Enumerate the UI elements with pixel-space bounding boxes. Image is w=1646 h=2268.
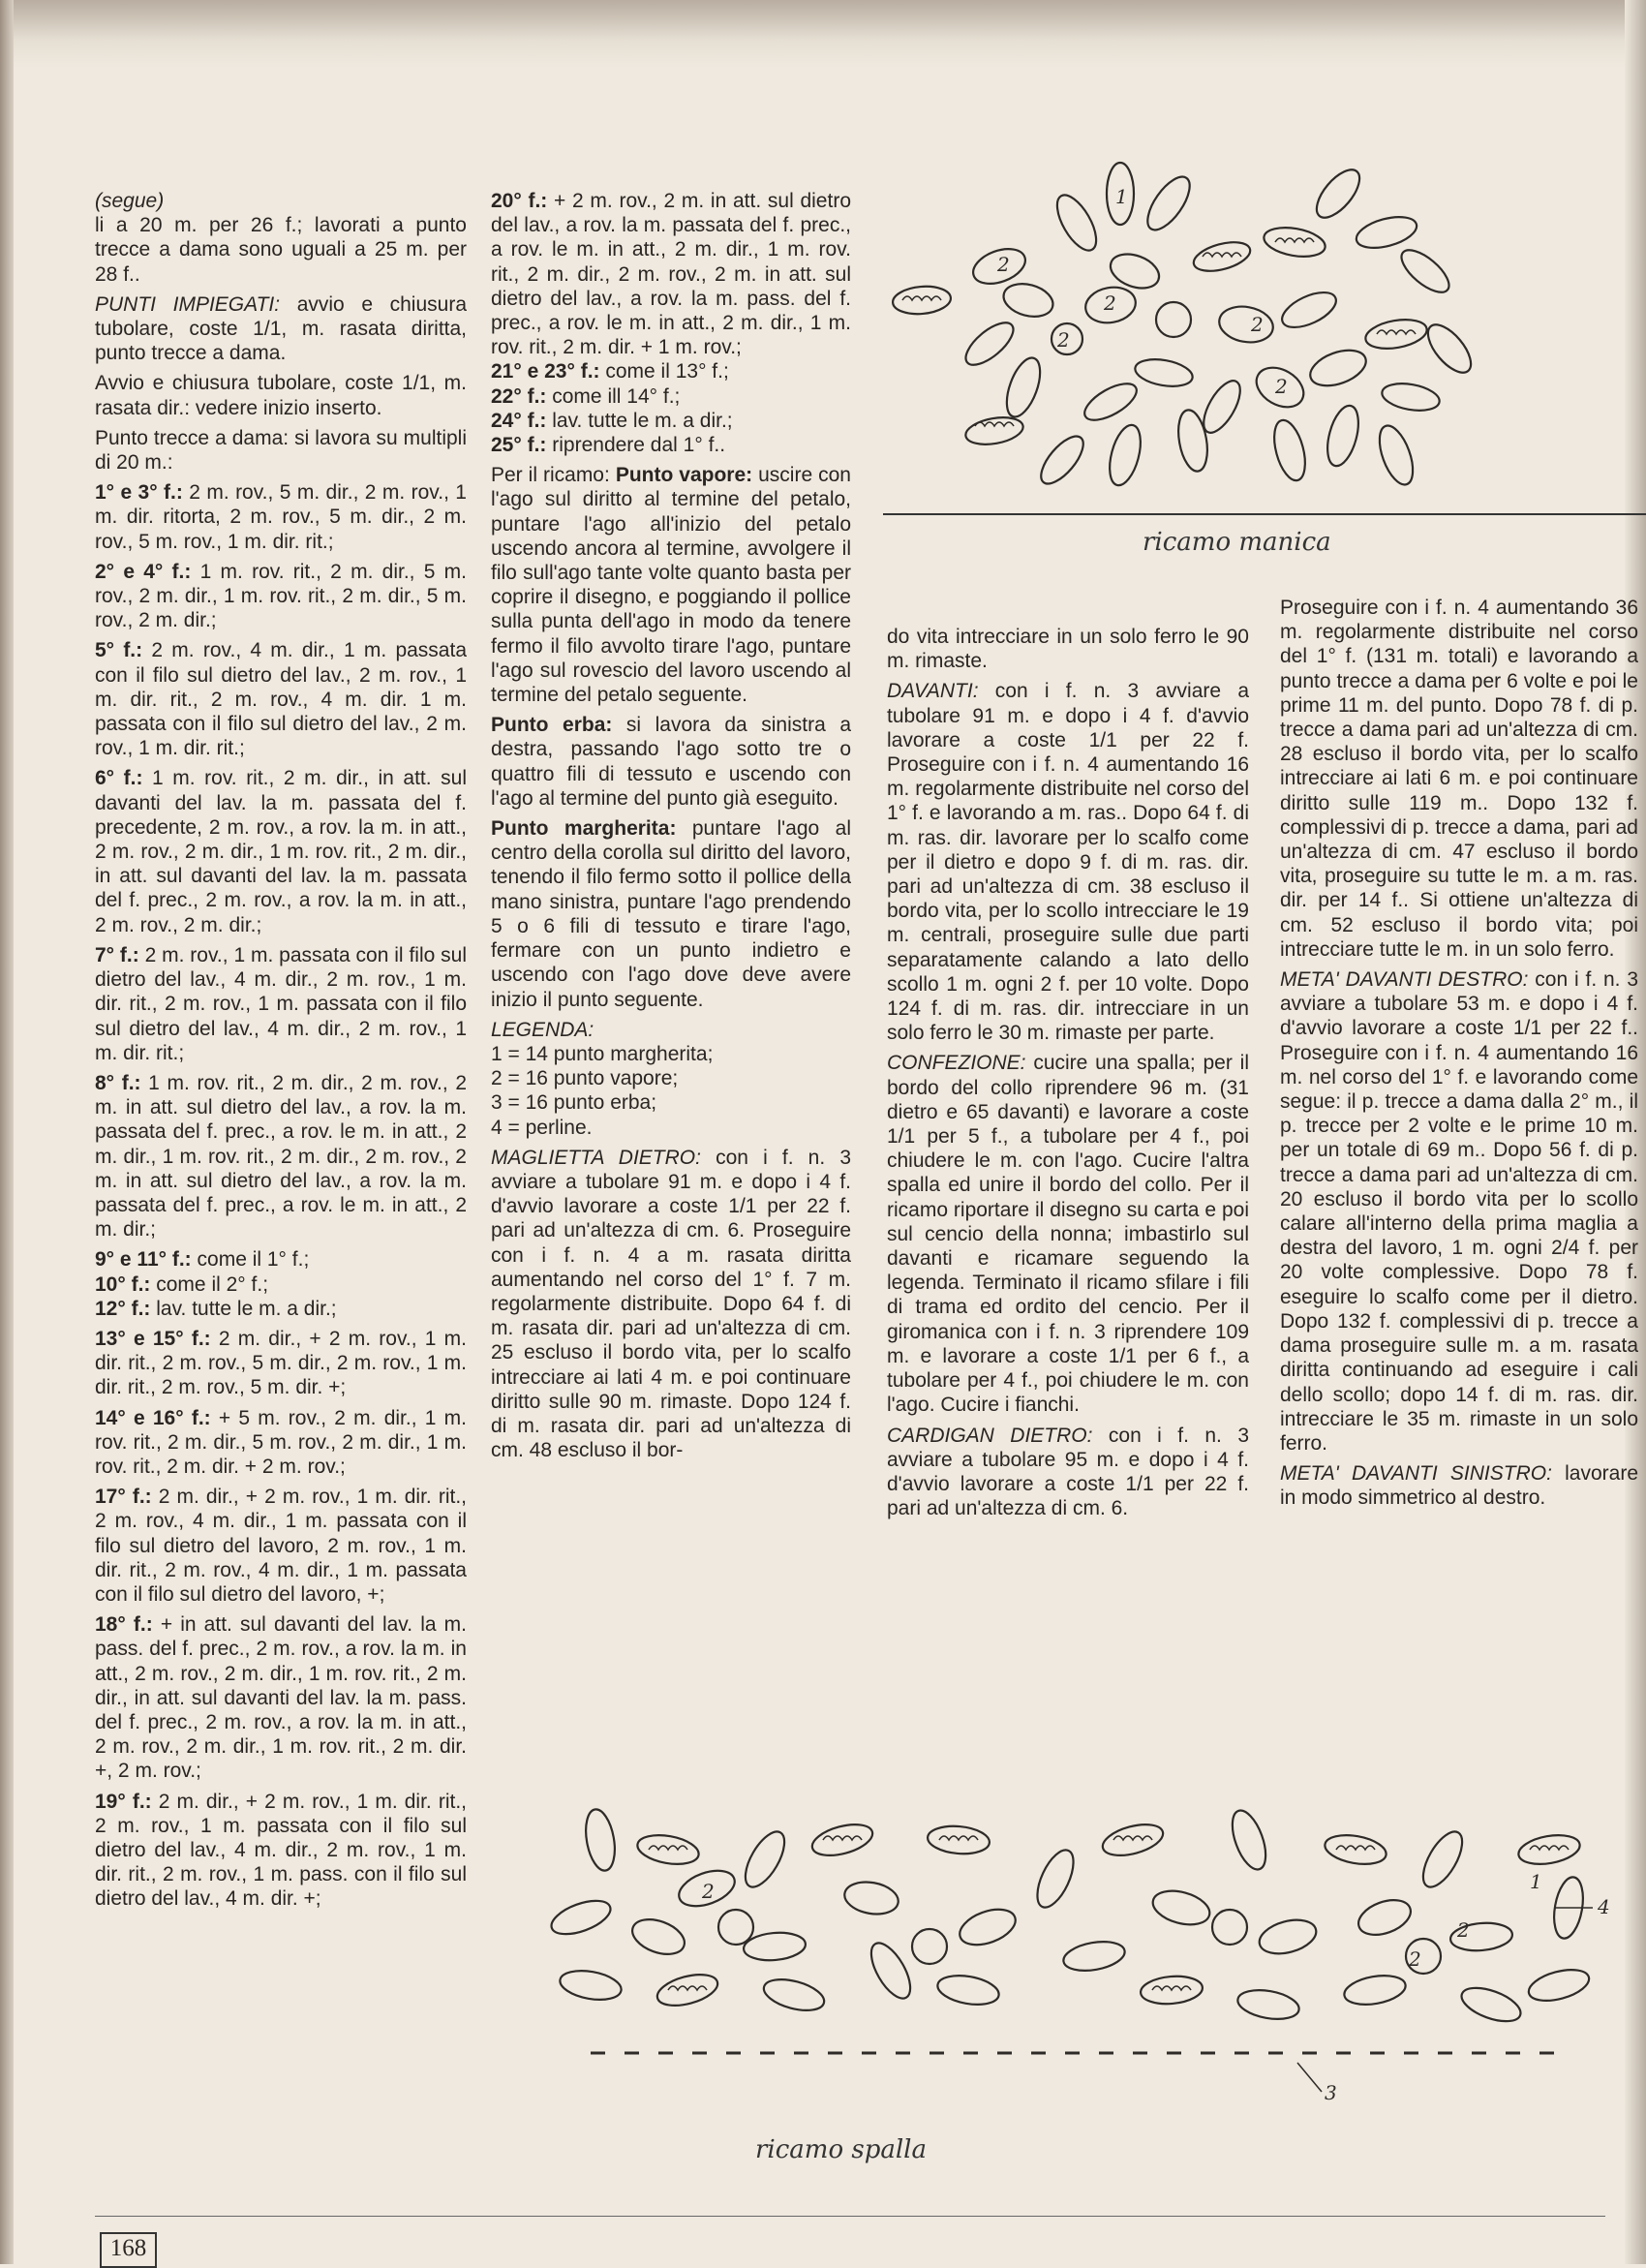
section-text: lavorare in modo simmetrico al destro.: [1280, 1462, 1638, 1510]
row-label: 6° f.:: [95, 767, 143, 790]
row-text: + in att. sul davanti del lav. la m. pass. del f. prec., 2 m. rov., a rov. la m. in att., 2 m. rov., 2 m. dir., 1 m. rov. rit., 2 m. dir., in att. sul davanti del lav. la m. pass. del f. prec., 2 m. rov., a rov. la m. in att., 2 m. rov., 2 m. dir., 1 m. rov. rit., 2 m. dir. +, 2 m. rov.;: [95, 1613, 467, 1783]
pattern-row: [491, 189, 851, 457]
row-text: 2 m. dir., + 2 m. rov., 1 m. dir. rit., 2 m. rov., 1 m. passata con il filo sul dietro del lav., 4 m. dir., 2 m. rov., 1 m. dir. rit., 2 m. rov., 1 m. pass. con il filo sul dietro del lav., 4 m. dir. +;: [95, 1790, 467, 1911]
diagram-marker: 2: [1104, 291, 1116, 315]
shoulder-caption: ricamo spalla: [755, 2135, 927, 2164]
pattern-row: [95, 638, 467, 760]
text-column-3: [887, 625, 1249, 1690]
pattern-row: [95, 1071, 467, 1241]
row-label: 20° f.:: [491, 190, 548, 212]
row-label: 9° e 11° f.:: [95, 1248, 192, 1272]
row-label: 18° f.:: [95, 1613, 153, 1637]
gauge-text: li a 20 m. per 26 f.; lavorati a punto trecce a dama sono uguali a 25 m. per 28 f..: [95, 214, 467, 286]
cast-on-text: Avvio e chiusura tubolare, coste 1/1, m. rasata dir.: vedere inizio inserto.: [95, 372, 467, 419]
pattern-row: [95, 943, 467, 1065]
section-text: con i f. n. 3 avviare a tubolare 91 m. e dopo i 4 f. d'avvio lavorare a coste 1/1 per 22 f. Proseguire con i f. n. 4 aumentando 16 m. regolarmente distribuite nel corso del 1° f. e lavorando a m. ras.. Dopo 64 f. di m. ras. dir. lavorare per lo scalfo come per il dietro e dopo 9 f. di m. ras. dir. pari ad un'altezza di cm. 38 escluso il bordo vita, per lo scollo intrecciare le 19 m. centrali, proseguire sulle due parti separatamente calando a lato dello scollo 1 m. ogni 2 f. per 10 volte. Dopo 124 f. di m. ras. dir. intrecciare in un solo ferro le 30 m. rimaste per parte.: [887, 680, 1249, 1045]
row-label: 8° f.:: [95, 1071, 141, 1094]
row-label: 19° f.:: [95, 1790, 152, 1813]
pattern-row: [95, 1612, 467, 1783]
section-text: cucire una spalla; per il bordo del collo riprendere 96 m. (31 dietro e 65 davanti) e lavorare a coste 1/1 per 5 f., a tubolare per 4 f., poi chiudere le m. con l'ago. Cucire l'altra spalla ed unire il bordo del collo. Per il ricamo riportare il disegno su carta e poi sul cencio della nonna; imbastirlo sul davanti e ricamare seguendo la legenda. Terminato il ricamo sfilare i fili di trama ed ordito del cencio. Per il giromanica con i f. n. 3 riprendere 109 m. e lavorare a coste 1/1 per 6 f., a tubolare per 4 f., poi chiudere le m. con l'ago. Cucire i fianchi.: [887, 1052, 1249, 1417]
row-text: lav. tutte le m. a dir.;: [150, 1297, 337, 1320]
diagram-marker: 2: [1251, 313, 1264, 336]
footer-rule: [95, 2216, 1605, 2217]
diagram-marker: 2: [1409, 1947, 1421, 1971]
row-text: + 5 m. rov., 2 m. dir., 1 m. rov. rit., 2 m. dir., 5 m. rov., 2 m. dir., 1 m. rov. rit., 2 m. dir. + 2 m. rov.;: [95, 1406, 467, 1478]
stitch-label: Punto vapore:: [615, 464, 753, 487]
continued-text: do vita intrecciare in un solo ferro le 90 m. rimaste.: [887, 626, 1249, 673]
section-heading: MAGLIETTA DIETRO:: [491, 1146, 701, 1169]
row-text: 2 m. dir., + 2 m. rov., 1 m. dir. rit., 2 m. rov., 4 m. dir., 1 m. passata con il filo sul dietro del lavoro, 2 m. rov., 1 m. dir. rit., 2 m. rov., 4 m. dir., 1 m. passata con il filo sul dietro del lavoro, +;: [95, 1486, 467, 1606]
row-text: come il 13° f.;: [599, 360, 729, 383]
row-label: 24° f.:: [491, 409, 547, 432]
stitch-label: Punto erba:: [491, 714, 613, 737]
legend: [491, 1018, 851, 1140]
row-label: 13° e 15° f.:: [95, 1327, 211, 1350]
section-heading: DAVANTI:: [887, 680, 979, 703]
legend-item: 3 = 16 punto erba;: [491, 1091, 657, 1115]
diagram-marker: 1: [1530, 1870, 1542, 1893]
row-text: 1 m. rov. rit., 2 m. dir., in att. sul davanti del lav. la m. passata del f. precedente, 2 m. rov., a rov. la m. in att., 2 m. rov., 2 m. dir., 1 m. rov. rit., 2 m. dir., in att. sul davanti del lav. la m. passata del f. prec., 2 m. rov., a rov. la m. in att., 2 m. rov., 2 m. dir.;: [95, 767, 467, 936]
pattern-intro: Punto trecce a dama: si lavora su multipli di 20 m.:: [95, 426, 467, 475]
row-label: 22° f.:: [491, 384, 547, 408]
pattern-row: [95, 1406, 467, 1480]
pattern-row: [95, 1790, 467, 1912]
row-text: lav. tutte le m. a dir.;: [546, 409, 733, 432]
section-text: con i f. n. 3 avviare a tubolare 91 m. e dopo i 4 f. d'avvio lavorare a coste 1/1 per 22 f. pari ad un'altezza di cm. 6. Proseguire con i f. n. 4 a m. rasata diritta aumentando nel corso del 1° f. 7 m. regolarmente distribuite. Dopo 64 f. di m. rasata dir. pari ad un'altezza di cm. 25 escluso il bordo vita, per lo scalfo intrecciare ai lati 4 m. e poi continuare diritto sulle 90 m. rimaste. Dopo 124 f. di m. rasata dir. pari ad un'altezza di cm. 48 escluso il bor-: [491, 1146, 851, 1462]
section-confezione: [887, 1051, 1249, 1417]
row-text: 2 m. rov., 1 m. passata con il filo sul dietro del lav., 4 m. dir., 2 m. rov., 1 m. dir. rit., 2 m. rov., 1 m. passata con il filo sul dietro del lav., 4 m. dir., 2 m. rov., 1 m. dir. rit.;: [95, 943, 467, 1064]
sleeve-caption: ricamo manica: [1143, 528, 1331, 557]
pattern-row: [95, 766, 467, 936]
text-column-1: [95, 189, 467, 1995]
row-label: 17° f.:: [95, 1486, 152, 1509]
section-meta-davanti-destro: [1280, 967, 1638, 1456]
embroidery-stitch: [491, 713, 851, 811]
legend-item: 1 = 14 punto margherita;: [491, 1042, 714, 1065]
page-binding-edge: [0, 0, 14, 2264]
row-text: 1 m. rov. rit., 2 m. dir., 2 m. rov., 2 m. in att. sul dietro del lav., a rov. la m. passata del f. prec., a rov. le m. in att., 2 m. dir., 1 m. rov. rit., 2 m. dir., 2 m. rov., 2 m. in att. sul dietro del lav., a rov. la m. passata del f. prec., a rov. le m. in att., 2 m. dir.;: [95, 1071, 467, 1241]
continued-note: (segue): [95, 190, 165, 212]
row-text: 1 m. rov. rit., 2 m. dir., 5 m. rov., 2 m. dir., 1 m. rov. rit., 2 m. dir., 5 m. rov., 2 m. dir.;: [95, 560, 467, 632]
legend-item: 4 = perline.: [491, 1116, 593, 1139]
shoulder-embroidery-diagram: [552, 1782, 1627, 2104]
row-label: 14° e 16° f.:: [95, 1406, 211, 1429]
section-cardigan-dietro: [887, 1424, 1249, 1521]
section-text: con i f. n. 3 avviare a tubolare 95 m. e dopo i 4 f. d'avvio lavorare a coste 1/1 per 22 f. pari ad un'altezza di cm. 6.: [887, 1424, 1249, 1520]
page-number: 168: [100, 2232, 157, 2268]
diagram-marker: 2: [1275, 375, 1288, 398]
sleeve-diagram-rule: [883, 513, 1646, 515]
row-text: come il 1° f.;: [191, 1248, 310, 1272]
page-top-edge: [0, 0, 1646, 68]
row-text: 2 m. dir., + 2 m. rov., 1 m. dir. rit., 2 m. rov., 5 m. dir., 2 m. rov., 1 m. dir. rit., 2 m. rov., 5 m. dir. +;: [95, 1327, 467, 1399]
pattern-row: [95, 480, 467, 554]
pattern-row: [95, 1485, 467, 1607]
row-text: 2 m. rov., 4 m. dir., 1 m. passata con il filo sul dietro del lav., 2 m. rov., 1 m. dir. rit., 2 m. rov., 4 m. dir. 1 m. passata con il filo sul dietro del lav., 2 m. rov., 1 m. dir. rit.;: [95, 639, 467, 760]
row-label: 2° e 4° f.:: [95, 560, 192, 583]
text-column-2: [491, 189, 851, 1680]
row-label: 7° f.:: [95, 943, 139, 966]
diagram-marker: 3: [1325, 2081, 1337, 2104]
pattern-row: [95, 560, 467, 633]
section-heading: META' DAVANTI DESTRO:: [1280, 968, 1529, 992]
diagram-marker: 2: [702, 1880, 715, 1903]
stitches-text: avvio e chiusura tubolare, coste 1/1, m. rasata diritta, punto trecce a dama.: [95, 292, 467, 365]
pattern-row: [95, 1247, 467, 1321]
row-label: 25° f.:: [491, 434, 547, 457]
section-meta-davanti-sinistro: [1280, 1461, 1638, 1510]
section-davanti: [887, 679, 1249, 1045]
row-text: 2 m. rov., 5 m. dir., 2 m. rov., 1 m. dir. ritorta, 2 m. rov., 5 m. dir., 2 m. rov., 5 m. rov., 1 m. dir. rit.;: [95, 481, 467, 553]
diagram-marker: 2: [997, 253, 1010, 276]
embroidery-stitch: [491, 463, 851, 707]
section-text: con i f. n. 3 avviare a tubolare 53 m. e dopo i 4 f. d'avvio lavorare a coste 1/1 per 22 f.. Proseguire con i f. n. 4 aumentando 16 m. nel corso del 1° f. e lavorando come segue: il p. trecce a dama dalla 2° m., il p. trecce per 2 volte e le prime 10 m. per un totale di 69 m.. Dopo 56 f. di p. trecce a dama pari ad un'altezza di cm. 20 escluso il bordo vita per lo scollo calare all'interno della prima maglia a destra del lavoro, 1 m. ogni 2/4 f. per 20 volte complessive. Dopo 78 f. eseguire lo scalfo come per il dietro. Dopo 132 f. complessivi di p. trecce a dama proseguire sulle m. a m. rasata diritta continuando ad eseguire i cali dello scollo; dopo 14 f. di m. ras. dir. intrecciare le 35 m. rimaste in un solo ferro.: [1280, 968, 1638, 1455]
row-label: 1° e 3° f.:: [95, 481, 183, 505]
diagram-marker: 4: [1598, 1895, 1610, 1918]
section-heading: META' DAVANTI SINISTRO:: [1280, 1462, 1552, 1486]
section-maglietta-dietro: [491, 1146, 851, 1463]
legend-heading: LEGENDA:: [491, 1018, 594, 1041]
row-text: come ill 14° f.;: [546, 384, 681, 408]
embroidery-stitch: [491, 816, 851, 1012]
diagram-marker: 2: [1057, 328, 1070, 352]
row-text: come il 2° f.;: [150, 1272, 269, 1296]
row-label: 21° e 23° f.:: [491, 360, 600, 383]
diagram-marker: 2: [1457, 1918, 1470, 1942]
row-text: riprendere dal 1° f..: [546, 434, 726, 457]
continued-text: Proseguire con i f. n. 4 aumentando 36 m. regolarmente distribuite nel corso del 1° f. (131 m. totali) e lavorando a punto trecce a dama per 6 volte e poi le prime 11 m. del punto. Dopo 78 f. di p. trecce a dama pari ad un'altezza di cm. 28 escluso il bordo vita, per lo scalfo intrecciare ai lati 6 m. e poi continuare diritto sulle 119 m.. Dopo 132 f. complessivi di p. trecce a dama, pari ad un'altezza di cm. 47 escluso il bordo vita, proseguire su tutte le m. a m. ras. dir. per 14 f.. Si ottiene un'altezza di cm. 52 escluso il bordo vita; poi intrecciare tutte le m. in un solo ferro.: [1280, 597, 1638, 961]
row-label: 5° f.:: [95, 639, 143, 662]
stitch-text: si lavora da sinistra a destra, passando l'ago sotto tre o quattro fili di tessuto e uscendo con l'ago al termine del punto già eseguito.: [491, 714, 851, 810]
row-text: + 2 m. rov., 2 m. in att. sul dietro del lav., a rov. la m. passata del f. prec., a rov. le m. in att., 2 m. dir., 1 m. rov. rit., 2 m. dir., 2 m. rov., 2 m. in att. sul dietro del lav., a rov. la m. pass. del f. prec., a rov. le m. in att., 2 m. dir., 1 m. rov. rit., 2 m. dir. + 1 m. rov.;: [491, 190, 851, 359]
pattern-row: [95, 1327, 467, 1400]
legend-item: 2 = 16 punto vapore;: [491, 1067, 679, 1090]
row-label: 12° f.:: [95, 1297, 151, 1320]
stitch-text: puntare l'ago al centro della corolla sul diritto del lavoro, tenendo il filo fermo sotto il pollice della mano sinistra, puntare l'ago prendendo 5 o 6 fili di tessuto e tirare l'ago, fermare con un punto indietro e uscendo con l'ago dove deve avere inizio il punto seguente.: [491, 817, 851, 1011]
section-heading: CARDIGAN DIETRO:: [887, 1424, 1093, 1447]
section-heading: CONFEZIONE:: [887, 1052, 1026, 1075]
diagram-marker: 1: [1115, 185, 1128, 208]
stitch-label: Punto margherita:: [491, 817, 677, 841]
sleeve-embroidery-diagram: [883, 165, 1638, 513]
text-column-4: [1280, 596, 1638, 1700]
stitch-intro: Per il ricamo:: [491, 464, 616, 487]
stitches-heading: PUNTI IMPIEGATI:: [95, 292, 281, 316]
stitch-text: uscire con l'ago sul diritto al termine del petalo, puntare l'ago all'inizio del petalo uscendo ancora al termine, avvolgere il filo sull'ago tante volte quanto basta per coprire il disegno, e poggiando il pollice sulla punta dell'ago in modo da tenere fermo il filo avvolto tirare l'ago, puntare l'ago sul rovescio del lavoro uscendo al termine del petalo seguente.: [491, 464, 851, 707]
row-label: 10° f.:: [95, 1272, 151, 1296]
